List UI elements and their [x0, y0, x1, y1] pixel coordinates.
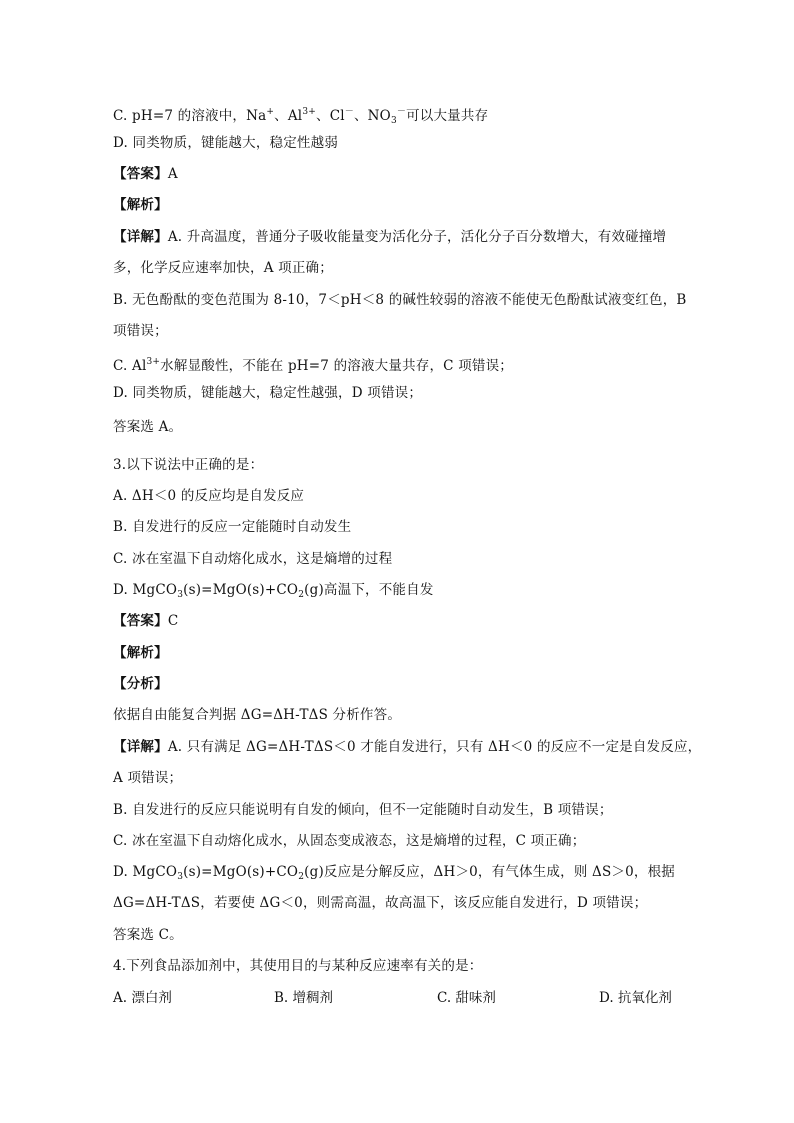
q2-final-answer: 答案选 A。 [113, 419, 183, 435]
q4-stem: 4.下列食品添加剂中，其使用目的与某种反应速率有关的是： [113, 958, 483, 974]
q3-detail-a-line2: A 项错误； [113, 770, 183, 786]
q2-option-d: D. 同类物质，键能越大，稳定性越弱 [113, 135, 339, 151]
q2-detail-b-line2: 项错误； [113, 323, 168, 339]
q3-fenxi-heading: 【分析】 [113, 676, 168, 692]
q2-detail-c: C. $Al^{3+}$水解显酸性，不能在 pH=7 的溶液大量共存，C 项错误； [113, 357, 513, 374]
q3-detail-a-line1: 【详解】A. 只有满足 ΔG=ΔH-TΔS＜0 才能自发进行，只有 ΔH＜0 的反应不一定是自发反应， [113, 739, 702, 755]
q3-detail-d-line1: D. $MgCO_3(s)=MgO(s)+CO_2(g)$反应是分解反应，ΔH＞0，有气体生成，则 ΔS＞0，根据 [113, 864, 676, 882]
q3-option-a: A. ΔH＜0 的反应均是自发反应 [113, 488, 305, 504]
q2-detail-a-line1: 【详解】A. 升高温度，普通分子吸收能量变为活化分子，活化分子百分数增大，有效碰撞增 [113, 229, 667, 245]
q4-option-a: A. 漂白剂 [113, 990, 172, 1006]
q3-option-d: D. $MgCO_3(s)=MgO(s)+CO_2(g)$高温下，不能自发 [113, 582, 434, 600]
q3-option-b: B. 自发进行的反应一定能随时自动发生 [113, 519, 352, 535]
q3-detail-b: B. 自发进行的反应只能说明有自发的倾向，但不一定能随时自动发生，B 项错误； [113, 802, 613, 818]
q4-option-d: D. 抗氧化剂 [599, 990, 672, 1006]
q3-fenxi-text: 依据自由能复合判据 ΔG=ΔH-TΔS 分析作答。 [113, 707, 402, 723]
q2-analysis-heading: 【解析】 [113, 197, 168, 213]
q3-answer: 【答案】C [113, 613, 179, 629]
q3-analysis-heading: 【解析】 [113, 645, 168, 661]
q3-option-c: C. 冰在室温下自动熔化成水，这是熵增的过程 [113, 551, 393, 567]
q2-detail-b-line1: B. 无色酚酞的变色范围为 8-10，7＜pH＜8 的碱性较弱的溶液不能使无色酚酞试液变红色，B [113, 292, 687, 308]
q2-answer: 【答案】A [113, 166, 178, 182]
q2-option-c: C. pH=7 的溶液中，Na+、$Al^{3+}$、Cl－、$NO_3^-$可以大量共存 [113, 107, 489, 126]
q2-detail-d: D. 同类物质，键能越大，稳定性越强，D 项错误； [113, 385, 423, 401]
q3-detail-d-line2: ΔG=ΔH-TΔS，若要使 ΔG＜0，则需高温，故高温下，该反应能自发进行，D 项错误； [113, 895, 648, 911]
q3-detail-c: C. 冰在室温下自动熔化成水，从固态变成液态，这是熵增的过程，C 项正确； [113, 833, 586, 849]
q3-final-answer: 答案选 C。 [113, 927, 183, 943]
q4-option-b: B. 增稠剂 [274, 990, 334, 1006]
q3-stem: 3.以下说法中正确的是： [113, 457, 264, 473]
q2-detail-a-line2: 多，化学反应速率加快，A 项正确； [113, 260, 333, 276]
q4-option-c: C. 甜味剂 [437, 990, 496, 1006]
